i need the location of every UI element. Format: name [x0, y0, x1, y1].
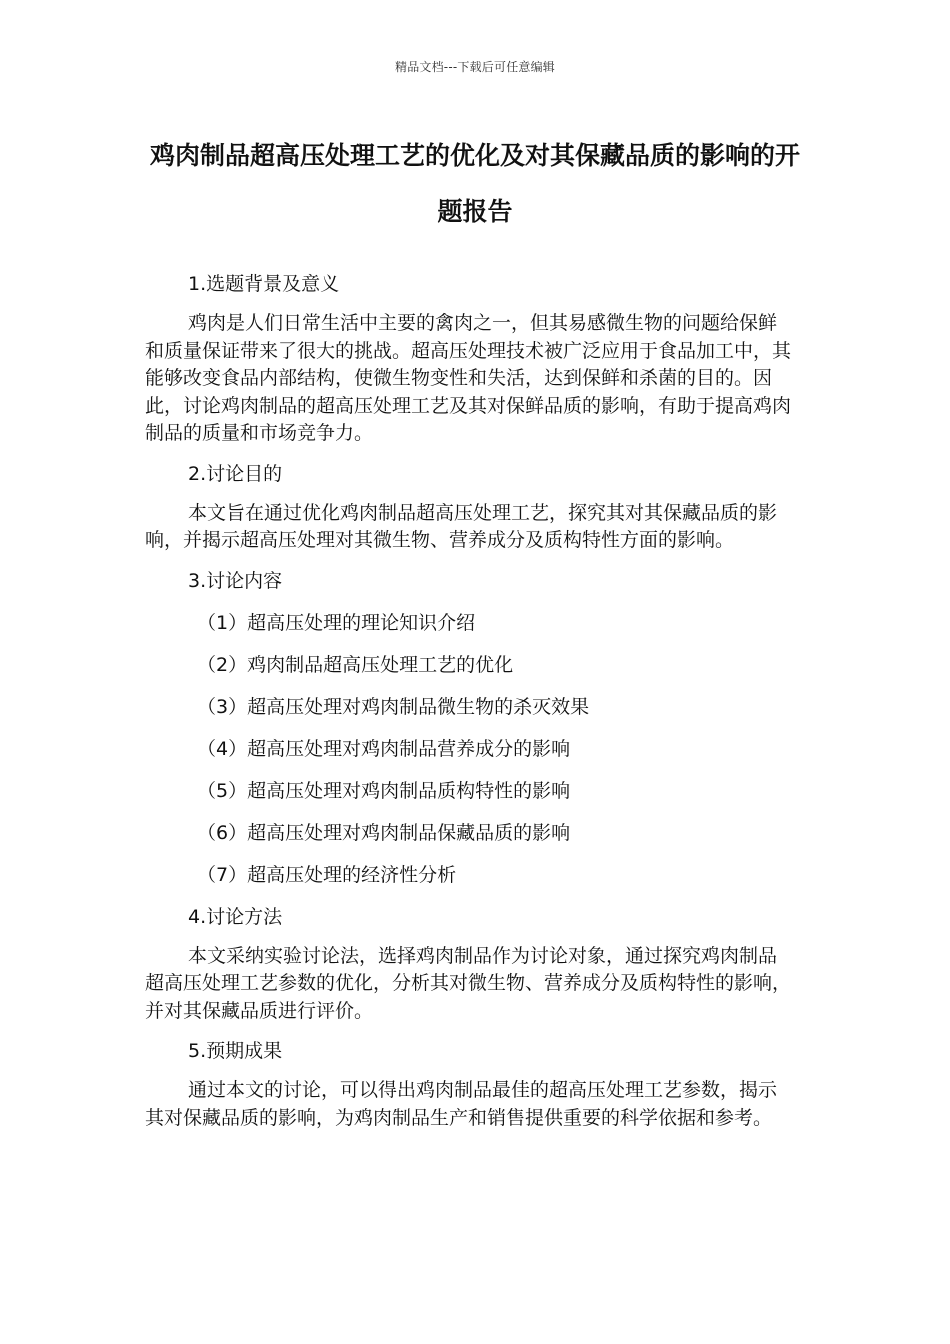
document-body [145, 268, 795, 1142]
list-item: （4）超高压处理对鸡肉制品营养成分的影响 [197, 737, 571, 760]
section-heading: 1.选题背景及意义 [188, 273, 340, 295]
section-purpose [145, 458, 795, 555]
document-title: 鸡肉制品超高压处理工艺的优化及对其保藏品质的影响的开题报告 [149, 141, 800, 226]
list-item: （2）鸡肉制品超高压处理工艺的优化 [197, 653, 514, 676]
section-paragraph: 鸡肉是人们日常生活中主要的禽肉之一，但其易感微生物的问题给保鲜和质量保证带来了很大的挑战。超高压处理技术被广泛应用于食品加工中，其能够改变食品内部结构，使微生物变性和失活，达到保鲜和杀菌的目的。因此，讨论鸡肉制品的超高压处理工艺及其对保鲜品质的影响，有助于提高鸡肉制品的质量和市场竞争力。 [145, 312, 792, 444]
section-expected-results [145, 1035, 795, 1132]
section-paragraph: 本文旨在通过优化鸡肉制品超高压处理工艺，探究其对其保藏品质的影响，并揭示超高压处理对其微生物、营养成分及质构特性方面的影响。 [145, 501, 778, 551]
section-background [145, 268, 795, 448]
section-content [145, 565, 795, 891]
list-item: （1）超高压处理的理论知识介绍 [197, 611, 476, 634]
header-note: 精品文档---下载后可任意编辑 [395, 60, 555, 74]
section-heading: 5.预期成果 [188, 1040, 283, 1062]
section-heading: 2.讨论目的 [188, 462, 283, 485]
content-list [145, 607, 795, 891]
list-item: （7）超高压处理的经济性分析 [197, 863, 457, 886]
list-item: （3）超高压处理对鸡肉制品微生物的杀灭效果 [197, 695, 590, 718]
section-paragraph: 通过本文的讨论，可以得出鸡肉制品最佳的超高压处理工艺参数，揭示其对保藏品质的影响，为鸡肉制品生产和销售提供重要的科学依据和参考。 [145, 1079, 778, 1129]
list-item: （6）超高压处理对鸡肉制品保藏品质的影响 [197, 821, 571, 844]
section-method [145, 901, 795, 1026]
section-paragraph: 本文采纳实验讨论法，选择鸡肉制品作为讨论对象，通过探究鸡肉制品超高压处理工艺参数的优化，分析其对微生物、营养成分及质构特性的影响，并对其保藏品质进行评价。 [145, 944, 792, 1022]
list-item: （5）超高压处理对鸡肉制品质构特性的影响 [197, 779, 571, 802]
section-heading: 4.讨论方法 [188, 905, 283, 928]
section-heading: 3.讨论内容 [188, 569, 283, 592]
